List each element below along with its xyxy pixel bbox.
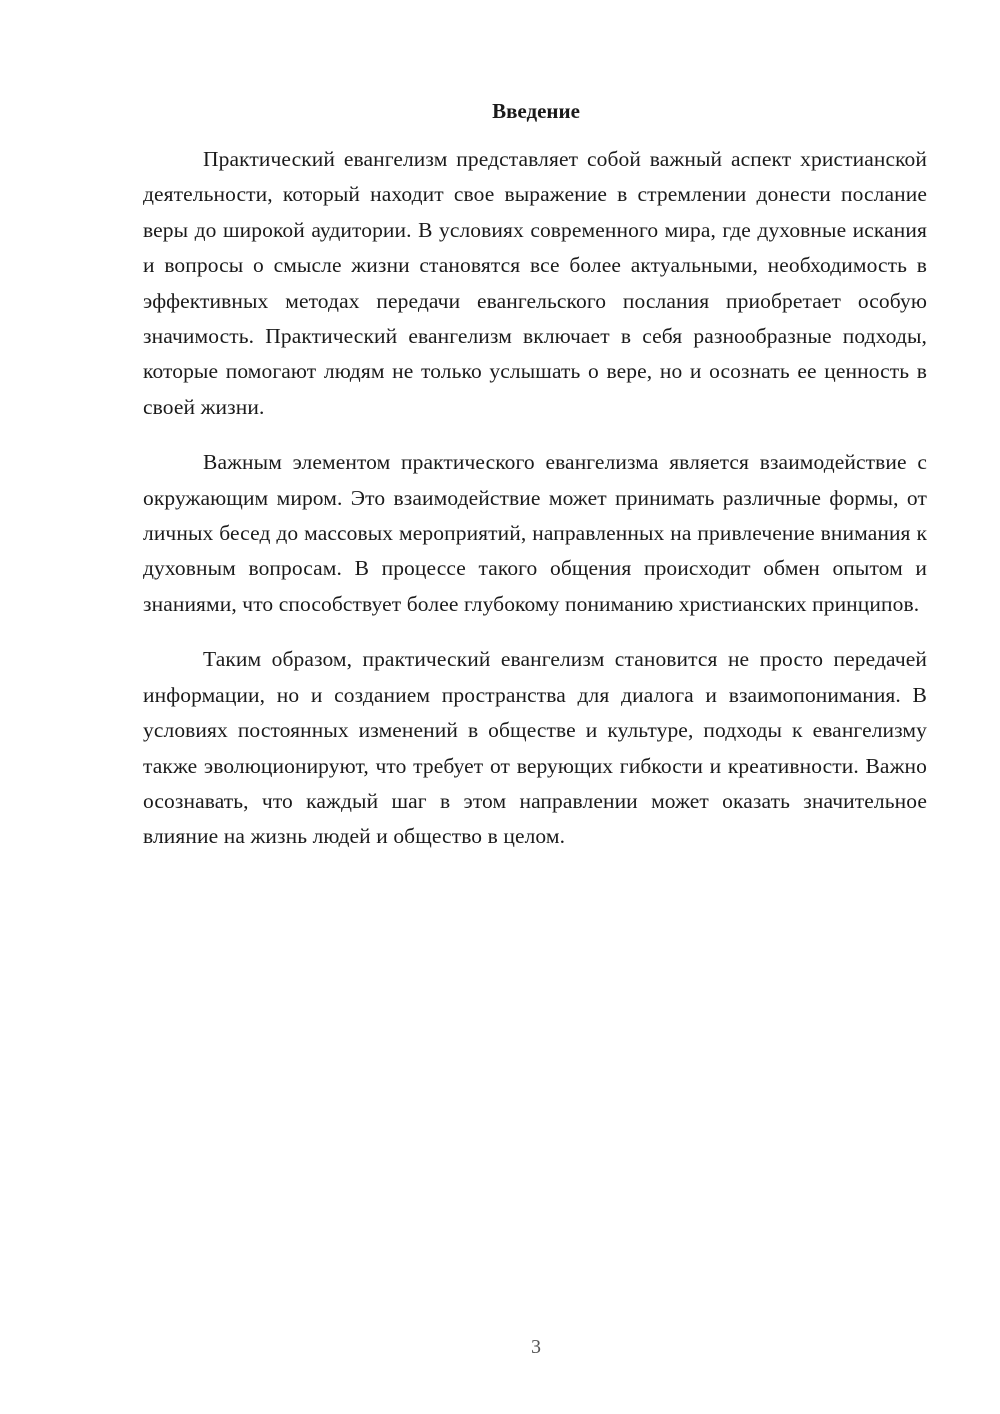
body-text (143, 142, 927, 875)
paragraph-3: Таким образом, практический евангелизм становится не просто передачей информации, но и созданием пространства для диалога и взаимопонимания. В условиях постоянных изменений в обществе и культуре, подходы к евангелизму также эволюционируют, что требует от верующих гибкости и креативности. Важно осознавать, что каждый шаг в этом направлении может оказать значительное влияние на жизнь людей и общество в целом. (143, 647, 927, 849)
paragraph-2: Важным элементом практического евангелизма является взаимодействие с окружающим миром. Это взаимодействие может принимать различные формы, от личных бесед до массовых мероприятий, направленных на привлечение внимания к духовным вопросам. В процессе такого общения происходит обмен опытом и знаниями, что способствует более глубокому пониманию христианских принципов. (143, 450, 927, 616)
paragraph-1: Практический евангелизм представляет собой важный аспект христианской деятельности, который находит свое выражение в стремлении донести послание веры до широкой аудитории. В условиях современного мира, где духовные искания и вопросы о смысле жизни становятся все более актуальными, необходимость в эффективных методах передачи евангельского послания приобретает особую значимость. Практический евангелизм включает в себя разнообразные подходы, которые помогают людям не только услышать о вере, но и осознать ее ценность в своей жизни. (143, 147, 927, 419)
page-number: 3 (531, 1336, 541, 1358)
section-heading: Введение (492, 99, 580, 123)
